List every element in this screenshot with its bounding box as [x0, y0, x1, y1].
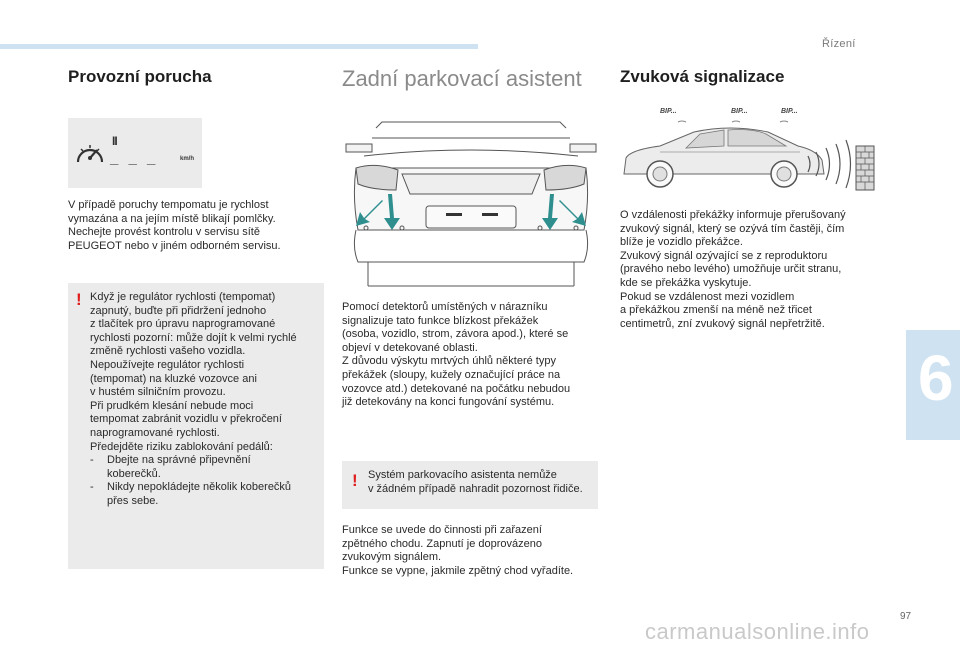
bullet-item: - Dbejte na správné připevnění koberečků.	[90, 454, 251, 480]
col1-paragraph: V případě poruchy tempomatu je rychlost vymazána a na jejím místě blikají pomlčky. Nechejte provést kontrolu v servisu sítě PEUGEOT nebo v jiném odborném servisu.	[68, 199, 281, 252]
col2-warning-text: Systém parkovacího asistenta nemůže v žádném případě nahradit pozornost řidiče.	[368, 469, 583, 495]
beep-label: BIP...	[731, 108, 748, 115]
col3-title: Zvuková signalizace	[620, 67, 785, 86]
section-name: Řízení	[822, 38, 856, 50]
col1-title: Provozní porucha	[68, 67, 212, 86]
pause-indicator: II	[112, 134, 117, 148]
top-accent-bar	[0, 44, 478, 49]
page-number: 97	[900, 611, 912, 622]
chapter-number: 6	[918, 342, 954, 414]
beep-label: BIP...	[660, 108, 677, 115]
bullet-item: - Nikdy nepokládejte několik koberečků přes sebe.	[90, 481, 292, 507]
rear-bumper-illustration	[342, 118, 600, 290]
col3-paragraph: O vzdálenosti překážky informuje přerušovaný zvukový signál, který se ozývá tím častěji, čím blíže je vozidlo překážce. Zvukový signál ozývající se z reproduktoru (pravého nebo levého) umožňuje určit stranu, kde se překážka vyskytuje. Pokud se vzdálenost mezi vozidlem a překážkou zmenší na méně než třicet centimetrů, zní zvukový signál nepřetržitě.	[620, 209, 846, 330]
col1-warning-box	[68, 283, 324, 569]
car-side-illustration	[620, 118, 876, 196]
col2-warning-box	[342, 461, 598, 509]
chapter-tab	[906, 330, 960, 440]
beep-label: BIP...	[781, 108, 798, 115]
blinking-dashes: _ _ _	[110, 150, 159, 167]
watermark: carmanualsonline.info	[645, 619, 870, 644]
speedometer-icon	[74, 140, 106, 166]
warning-icon: !	[352, 471, 358, 490]
brick-wall-icon	[856, 146, 874, 190]
col2-paragraph: Pomocí detektorů umístěných v nárazníku signalizuje tato funkce blízkost překážek (osoba, vozidlo, strom, závora apod.), které se objeví v detekované oblasti. Z důvodu výskytu mrtvých úhlů některé typy překážek (sloupy, kužely označující práce na vozovce atd.) detekované na počátku nebudou již detekovány na konci fungování systému.	[342, 301, 571, 409]
speed-unit: km/h	[180, 156, 195, 162]
col1-warning-text: Když je regulátor rychlosti (tempomat) zapnutý, buďte při přidržení jednoho z tlačítek pro úpravu naprogramované rychlosti pozorní: může dojít k velmi rychlé změně rychlosti vašeho vozidla. Nepoužívejte regulátor rychlosti (tempomat) na kluzké vozovce ani v hustém silničním provozu. Při prudkém klesání nebude moci tempomat zabránit vozidlu v překročení naprogramované rychlosti. Předejděte riziku zablokování pedálů: - Dbejte na správné připevnění koberečků. - Nikdy nepokládejte několik koberečků přes sebe.	[90, 291, 297, 507]
col2-paragraph2: Funkce se uvede do činnosti při zařazení zpětného chodu. Zapnutí je doprovázeno zvukovým signálem. Funkce se vypne, jakmile zpětný chod vyřadíte.	[342, 524, 574, 577]
cruise-control-display	[68, 118, 202, 188]
warning-icon: !	[76, 290, 82, 309]
col2-title: Zadní parkovací asistent	[342, 66, 582, 91]
